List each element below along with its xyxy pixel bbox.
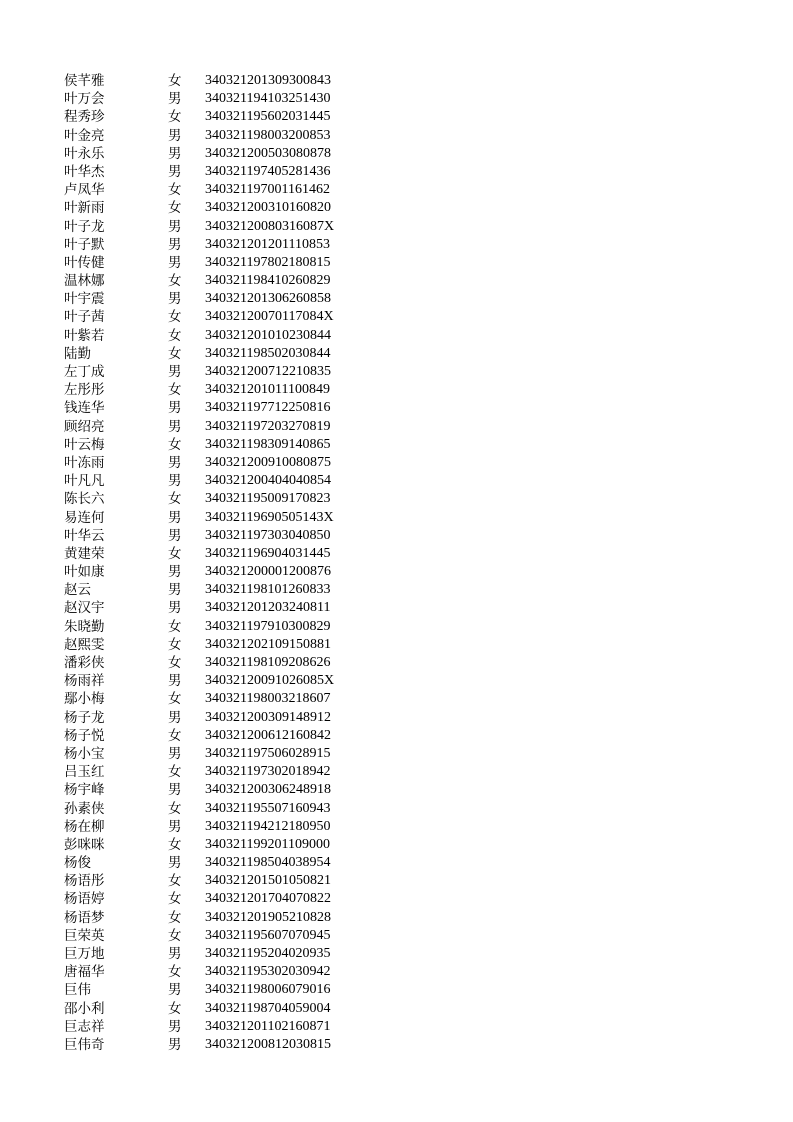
id-number-cell: 340321194212180950 [205, 818, 331, 834]
name-cell: 巨志祥 [64, 1018, 105, 1035]
table-row [64, 327, 364, 345]
table-row [64, 745, 364, 763]
gender-cell: 女 [168, 545, 182, 562]
gender-cell: 男 [168, 745, 182, 762]
id-number-cell: 340321202109150881 [205, 636, 331, 652]
gender-cell: 男 [168, 454, 182, 471]
id-number-cell: 340321195507160943 [205, 800, 331, 816]
gender-cell: 男 [168, 473, 182, 490]
gender-cell: 女 [168, 73, 182, 89]
name-cell: 吕玉红 [64, 764, 105, 781]
id-number-cell: 340321198504038954 [205, 855, 331, 871]
name-cell: 杨语婷 [64, 891, 105, 908]
table-row [64, 308, 364, 326]
table-row [64, 72, 364, 90]
name-cell: 左丁成 [64, 364, 105, 380]
gender-cell: 男 [168, 527, 182, 544]
table-row [64, 90, 364, 108]
id-number-cell: 340321198410260829 [205, 273, 331, 289]
name-cell: 叶子龙 [64, 218, 105, 235]
name-cell: 左彤彤 [64, 382, 105, 399]
name-cell: 程秀珍 [64, 109, 105, 126]
gender-cell: 男 [168, 145, 182, 162]
table-row [64, 163, 364, 181]
table-row [64, 454, 364, 472]
gender-cell: 男 [168, 855, 182, 872]
name-cell: 杨子龙 [64, 709, 105, 726]
id-number-cell: 340321197910300829 [205, 618, 331, 634]
table-row [64, 709, 364, 727]
table-row [64, 1018, 364, 1036]
id-number-cell: 340321194103251430 [205, 91, 331, 107]
gender-cell: 女 [168, 655, 182, 671]
gender-cell: 女 [168, 764, 182, 781]
gender-cell: 男 [168, 600, 182, 617]
table-row [64, 909, 364, 927]
table-row [64, 890, 364, 908]
id-number-cell: 340321201010230844 [205, 327, 331, 343]
name-cell: 侯芊雅 [64, 73, 105, 89]
gender-cell: 男 [168, 218, 182, 235]
name-cell: 叶宇震 [64, 291, 105, 308]
table-row [64, 399, 364, 417]
gender-cell: 女 [168, 436, 182, 453]
table-row [64, 800, 364, 818]
id-number-cell: 340321198006079016 [205, 982, 331, 998]
id-number-cell: 340321201501050821 [205, 873, 331, 889]
name-cell: 叶如康 [64, 564, 105, 581]
name-cell: 巨荣英 [64, 927, 105, 944]
id-number-cell: 340321198003218607 [205, 691, 331, 707]
table-row [64, 636, 364, 654]
gender-cell: 女 [168, 618, 182, 635]
table-row [64, 1036, 364, 1054]
table-row [64, 981, 364, 999]
id-number-cell: 340321198704059004 [205, 1000, 331, 1016]
gender-cell: 男 [168, 709, 182, 726]
table-row [64, 272, 364, 290]
id-number-cell: 340321200310160820 [205, 200, 331, 216]
id-number-cell: 340321197405281436 [205, 163, 331, 179]
gender-cell: 男 [168, 564, 182, 581]
gender-cell: 男 [168, 236, 182, 253]
table-row [64, 381, 364, 399]
name-cell: 顾绍亮 [64, 418, 105, 435]
id-number-cell: 340321201201110853 [205, 236, 330, 252]
name-cell: 叶子茜 [64, 309, 105, 326]
table-row [64, 108, 364, 126]
gender-cell: 女 [168, 109, 182, 126]
gender-cell: 男 [168, 400, 182, 417]
name-cell: 叶冻雨 [64, 454, 105, 471]
name-cell: 钱连华 [64, 400, 105, 417]
id-number-cell: 340321195204020935 [205, 946, 331, 961]
gender-cell: 男 [168, 673, 182, 690]
table-row [64, 199, 364, 217]
table-row [64, 181, 364, 199]
name-cell: 杨在柳 [64, 818, 105, 835]
id-number-cell: 340321200612160842 [205, 727, 331, 743]
name-cell: 温林娜 [64, 273, 105, 290]
table-row [64, 345, 364, 363]
name-cell: 潘彩侠 [64, 655, 105, 671]
name-cell: 叶华杰 [64, 163, 105, 180]
name-cell: 杨小宝 [64, 745, 105, 762]
table-row [64, 690, 364, 708]
name-cell: 彭咪咪 [64, 836, 105, 853]
id-number-cell: 340321200712210835 [205, 364, 331, 379]
name-cell: 杨子悦 [64, 727, 105, 744]
gender-cell: 男 [168, 509, 182, 526]
gender-cell: 女 [168, 691, 182, 708]
id-number-cell: 340321200404040854 [205, 473, 331, 489]
id-number-cell: 340321201905210828 [205, 909, 331, 925]
name-cell: 杨语梦 [64, 909, 105, 926]
name-cell: 杨雨祥 [64, 673, 105, 690]
table-row [64, 763, 364, 781]
id-number-cell: 340321197802180815 [205, 254, 331, 270]
name-cell: 杨语彤 [64, 873, 105, 890]
name-cell: 黄建荣 [64, 545, 105, 562]
id-number-cell: 340321200001200876 [205, 564, 331, 580]
table-row [64, 509, 364, 527]
name-cell: 赵熙雯 [64, 636, 105, 653]
gender-cell: 男 [168, 91, 182, 108]
table-row [64, 254, 364, 272]
gender-cell: 男 [168, 1018, 182, 1035]
roster-table [64, 72, 364, 1054]
table-row [64, 290, 364, 308]
gender-cell: 女 [168, 873, 182, 890]
gender-cell: 女 [168, 182, 182, 199]
id-number-cell: 340321195302030942 [205, 964, 331, 980]
id-number-cell: 340321201011100849 [205, 382, 330, 398]
id-number-cell: 340321200309148912 [205, 709, 331, 725]
table-row [64, 781, 364, 799]
gender-cell: 女 [168, 800, 182, 817]
id-number-cell: 340321196904031445 [205, 545, 331, 561]
id-number-cell: 340321197712250816 [205, 400, 331, 416]
name-cell: 孙素侠 [64, 800, 105, 817]
name-cell: 赵云 [64, 582, 91, 599]
name-cell: 唐福华 [64, 964, 105, 981]
gender-cell: 男 [168, 982, 182, 999]
id-number-cell: 340321197203270819 [205, 418, 331, 434]
name-cell: 叶紫若 [64, 327, 105, 344]
gender-cell: 男 [168, 818, 182, 835]
name-cell: 叶子默 [64, 236, 105, 253]
name-cell: 叶金亮 [64, 127, 105, 144]
table-row [64, 963, 364, 981]
id-number-cell: 340321200306248918 [205, 782, 331, 798]
id-number-cell: 34032120070117084X [205, 309, 334, 325]
id-number-cell: 340321200503080878 [205, 145, 331, 161]
gender-cell: 女 [168, 964, 182, 981]
table-row [64, 945, 364, 963]
gender-cell: 女 [168, 382, 182, 399]
table-row [64, 472, 364, 490]
gender-cell: 女 [168, 727, 182, 744]
name-cell: 巨伟 [64, 982, 91, 999]
table-row [64, 363, 364, 381]
gender-cell: 女 [168, 1000, 182, 1017]
id-number-cell: 340321195607070945 [205, 927, 331, 943]
gender-cell: 女 [168, 927, 182, 944]
id-number-cell: 340321198101260833 [205, 582, 331, 598]
name-cell: 巨伟奇 [64, 1036, 105, 1053]
name-cell: 邵小利 [64, 1000, 105, 1017]
table-row [64, 654, 364, 672]
gender-cell: 女 [168, 891, 182, 908]
gender-cell: 女 [168, 909, 182, 926]
id-number-cell: 340321199201109000 [205, 836, 330, 852]
id-number-cell: 34032120091026085X [205, 673, 335, 689]
table-row [64, 872, 364, 890]
name-cell: 叶万会 [64, 91, 105, 108]
table-row [64, 1000, 364, 1018]
table-row [64, 145, 364, 163]
id-number-cell: 34032120080316087X [205, 218, 335, 234]
name-cell: 鄢小梅 [64, 691, 105, 708]
gender-cell: 男 [168, 163, 182, 180]
name-cell: 易连何 [64, 509, 105, 526]
table-row [64, 527, 364, 545]
table-row [64, 581, 364, 599]
table-row [64, 818, 364, 836]
table-row [64, 854, 364, 872]
id-number-cell: 340321198309140865 [205, 436, 331, 452]
table-row [64, 618, 364, 636]
id-number-cell: 340321197303040850 [205, 527, 331, 543]
name-cell: 叶云梅 [64, 436, 105, 453]
id-number-cell: 340321201704070822 [205, 891, 331, 907]
table-row [64, 418, 364, 436]
gender-cell: 男 [168, 1036, 182, 1053]
gender-cell: 女 [168, 636, 182, 653]
table-row [64, 236, 364, 254]
name-cell: 叶凡凡 [64, 473, 105, 490]
gender-cell: 男 [168, 946, 182, 962]
table-row [64, 927, 364, 945]
table-row [64, 127, 364, 145]
gender-cell: 女 [168, 327, 182, 344]
gender-cell: 女 [168, 836, 182, 853]
id-number-cell: 340321201309300843 [205, 73, 331, 88]
gender-cell: 女 [168, 345, 182, 362]
table-row [64, 218, 364, 236]
gender-cell: 女 [168, 200, 182, 217]
name-cell: 杨宇峰 [64, 782, 105, 799]
table-row [64, 436, 364, 454]
table-row [64, 599, 364, 617]
table-row [64, 727, 364, 745]
gender-cell: 男 [168, 254, 182, 271]
table-row [64, 490, 364, 508]
id-number-cell: 340321197001161462 [205, 182, 330, 198]
name-cell: 杨俊 [64, 855, 91, 872]
name-cell: 叶华云 [64, 527, 105, 544]
id-number-cell: 340321198502030844 [205, 345, 331, 361]
id-number-cell: 340321201102160871 [205, 1018, 331, 1034]
gender-cell: 男 [168, 291, 182, 308]
id-number-cell: 340321197506028915 [205, 745, 331, 761]
id-number-cell: 340321198003200853 [205, 127, 331, 143]
gender-cell: 男 [168, 364, 182, 380]
name-cell: 叶永乐 [64, 145, 105, 162]
id-number-cell: 34032119690505143X [205, 509, 334, 525]
name-cell: 陆勤 [64, 345, 91, 362]
gender-cell: 男 [168, 782, 182, 799]
id-number-cell: 340321197302018942 [205, 764, 331, 780]
id-number-cell: 340321195009170823 [205, 491, 331, 507]
id-number-cell: 340321195602031445 [205, 109, 331, 125]
id-number-cell: 340321201306260858 [205, 291, 331, 307]
name-cell: 赵汉宇 [64, 600, 105, 617]
id-number-cell: 340321201203240811 [205, 600, 331, 616]
id-number-cell: 340321198109208626 [205, 655, 331, 670]
gender-cell: 男 [168, 127, 182, 144]
name-cell: 叶新雨 [64, 200, 105, 217]
name-cell: 叶传健 [64, 254, 105, 271]
table-row [64, 836, 364, 854]
gender-cell: 女 [168, 309, 182, 326]
table-row [64, 563, 364, 581]
table-row [64, 545, 364, 563]
gender-cell: 男 [168, 418, 182, 435]
name-cell: 陈长六 [64, 491, 105, 508]
id-number-cell: 340321200910080875 [205, 454, 331, 470]
gender-cell: 女 [168, 491, 182, 508]
name-cell: 朱晓勤 [64, 618, 105, 635]
name-cell: 卢凤华 [64, 182, 105, 199]
gender-cell: 男 [168, 582, 182, 599]
id-number-cell: 340321200812030815 [205, 1036, 331, 1052]
table-row [64, 672, 364, 690]
gender-cell: 女 [168, 273, 182, 290]
name-cell: 巨万地 [64, 946, 105, 962]
